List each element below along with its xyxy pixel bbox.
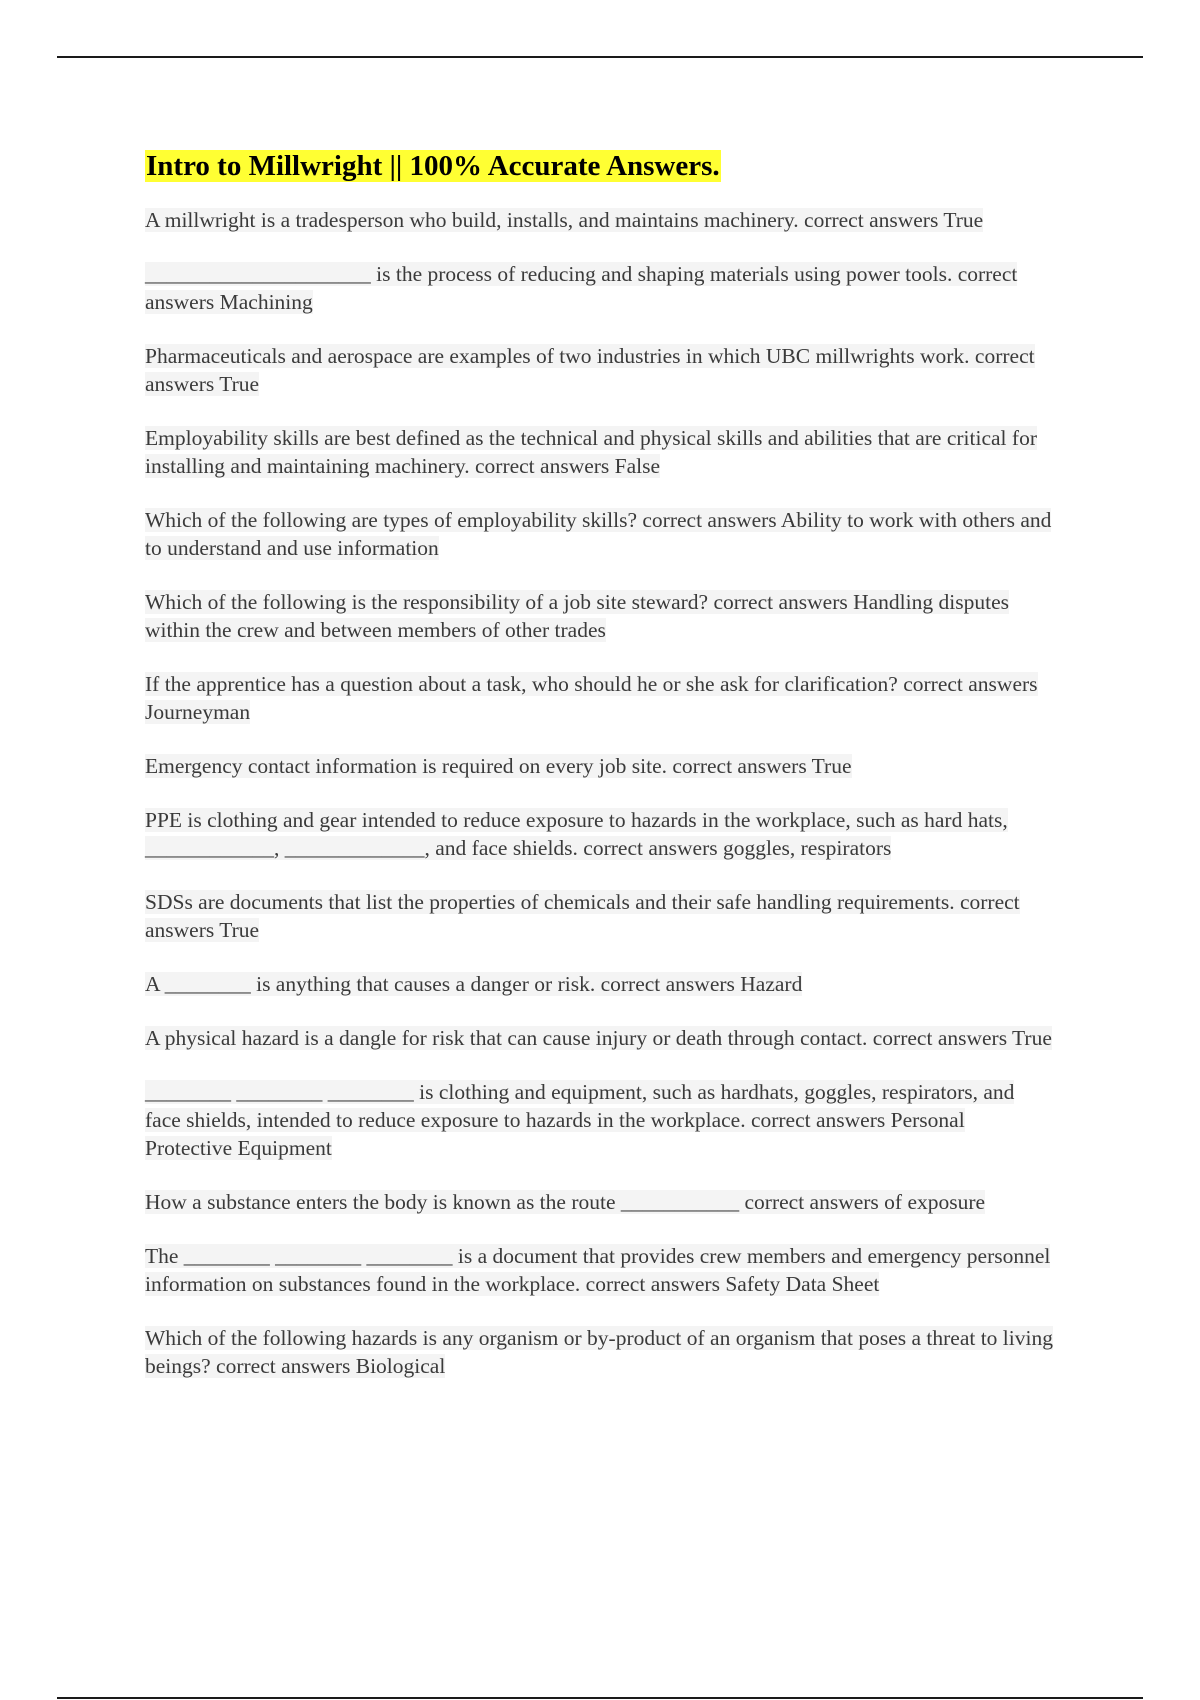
top-rule <box>57 56 1143 58</box>
qa-item: The ________ ________ ________ is a document that provides crew members and emergency personnel information on substances found in the workplace. correct answers Safety Data Sheet <box>145 1244 1051 1296</box>
bottom-rule <box>57 1697 1143 1699</box>
qa-item: ________ ________ ________ is clothing and equipment, such as hardhats, goggles, respirators, and face shields, intended to reduce exposure to hazards in the workplace. correct answers Personal Protective Equipment <box>145 1080 1015 1160</box>
qa-item: Employability skills are best defined as the technical and physical skills and abilities that are critical for installing and maintaining machinery. correct answers False <box>145 426 1037 478</box>
qa-item: A millwright is a tradesperson who build, installs, and maintains machinery. correct answers True <box>145 208 984 232</box>
qa-item: _____________________ is the process of reducing and shaping materials using power tools. correct answers Machining <box>145 262 1018 314</box>
qa-item: If the apprentice has a question about a task, who should he or she ask for clarification? correct answers Journeyman <box>145 672 1038 724</box>
qa-item: Which of the following are types of employability skills? correct answers Ability to work with others and to understand and use information <box>145 508 1052 560</box>
qa-item: SDSs are documents that list the properties of chemicals and their safe handling requirements. correct answers True <box>145 890 1020 942</box>
qa-item: Emergency contact information is required on every job site. correct answers True <box>145 754 852 778</box>
qa-item: PPE is clothing and gear intended to reduce exposure to hazards in the workplace, such as hard hats, ____________, _____________, and face shields. correct answers goggles, respirators <box>145 808 1008 860</box>
qa-item: How a substance enters the body is known as the route ___________ correct answers of exposure <box>145 1190 986 1214</box>
qa-item: A physical hazard is a dangle for risk that can cause injury or death through contact. correct answers True <box>145 1026 1052 1050</box>
document-body <box>145 146 1055 1406</box>
qa-item: Pharmaceuticals and aerospace are examples of two industries in which UBC millwrights work. correct answers True <box>145 344 1035 396</box>
qa-item: A ________ is anything that causes a danger or risk. correct answers Hazard <box>145 972 803 996</box>
qa-item: Which of the following hazards is any organism or by-product of an organism that poses a threat to living beings? correct answers Biological <box>145 1326 1053 1378</box>
title-wrapper <box>145 146 1055 186</box>
document-title: Intro to Millwright || 100% Accurate Answers. <box>146 150 720 182</box>
qa-item: Which of the following is the responsibility of a job site steward? correct answers Handling disputes within the crew and between members of other trades <box>145 590 1009 642</box>
